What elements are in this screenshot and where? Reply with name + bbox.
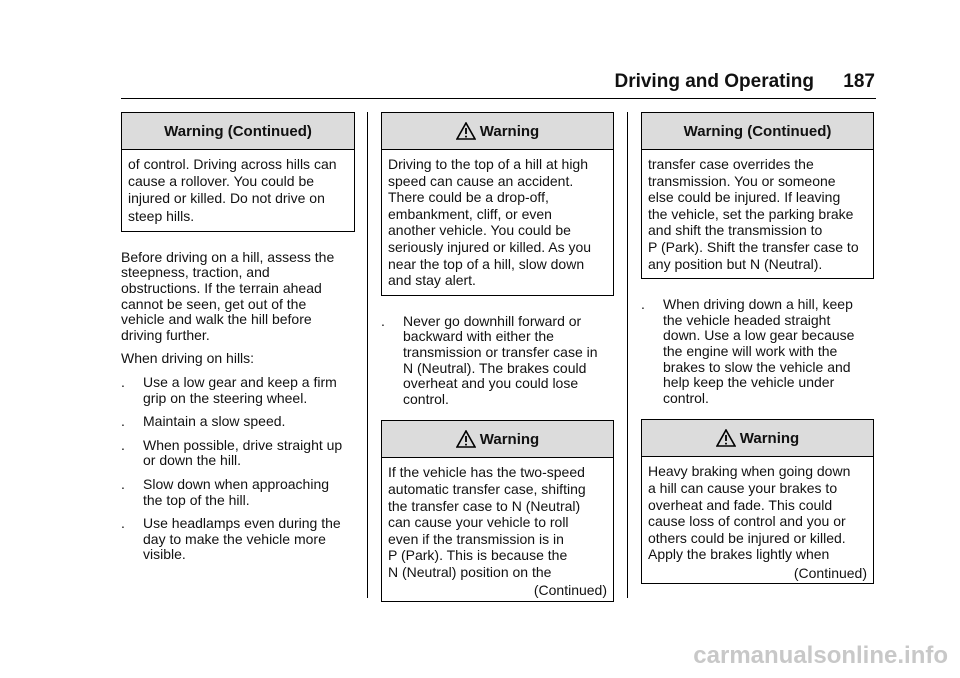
text-line: down. Use a low gear because [663, 327, 855, 344]
text-line: even if the transmission is in [388, 530, 564, 547]
text-line: brakes to slow the vehicle and [663, 358, 851, 375]
text-line: and shift the transmission to [648, 222, 823, 239]
list-item [121, 438, 355, 469]
paragraph-when-driving: When driving on hills: [121, 350, 255, 367]
text-line: of control. Driving across hills can [128, 156, 337, 172]
warning-triangle-icon [716, 429, 736, 447]
warning-box [381, 420, 614, 602]
warning-box-header [382, 421, 613, 458]
paragraph-hill-assessment [121, 250, 355, 344]
text-line: backward with either the [403, 328, 554, 345]
text-line: embankment, cliff, or even [388, 205, 552, 222]
text-line: Use headlamps even during the [143, 515, 341, 532]
text-line: Use a low gear and keep a firm [143, 373, 337, 390]
text-line: Heavy braking when going down [648, 463, 851, 480]
text-line: a hill can cause your brakes to [648, 479, 838, 496]
text-line: control. [663, 389, 709, 406]
text-line: and stay alert. [388, 272, 476, 289]
column-1 [121, 112, 355, 563]
text-line: the transfer case to N (Neutral) [388, 497, 581, 514]
text-line: visible. [143, 546, 186, 563]
bullet-glyph: . [121, 436, 125, 453]
text-line: cause loss of control and you or [648, 513, 846, 530]
continued-label: (Continued) [793, 564, 867, 581]
bullet-glyph: . [381, 312, 385, 329]
text-line: can cause your vehicle to roll [388, 514, 569, 531]
text-line: others could be injured or killed. [648, 529, 846, 546]
bullet-glyph: . [121, 373, 125, 390]
text-line: Before driving on a hill, assess the [121, 248, 335, 265]
text-line: steepness, traction, and [121, 264, 270, 281]
warning-box-body [382, 458, 613, 601]
text-line: Maintain a slow speed. [143, 413, 286, 430]
text-line: seriously injured or killed. As you [388, 238, 592, 255]
text-line: any position but N (Neutral). [648, 255, 823, 272]
text-line: P (Park). Shift the transfer case to [648, 238, 859, 255]
warning-box-header: Warning (Continued) [122, 113, 354, 150]
list-item [121, 414, 355, 430]
text-line: injured or killed. Do not drive on [128, 190, 325, 207]
text-line: Driving to the top of a hill at high [388, 156, 589, 172]
text-line: transmission or transfer case in [403, 343, 598, 360]
text-line: the vehicle headed straight [663, 311, 831, 328]
warning-box-body [122, 150, 354, 231]
warning-box [381, 112, 614, 296]
watermark: carmanualsonline.info [693, 642, 948, 669]
warning-box-body [642, 457, 873, 583]
text-line: driving further. [121, 326, 210, 343]
column-3 [641, 112, 874, 584]
text-line: vehicle and walk the hill before [121, 311, 312, 328]
text-line: the top of the hill. [143, 491, 250, 508]
text-line: control. [403, 390, 449, 407]
warning-title: Warning [479, 430, 540, 448]
text-line: cannot be seen, get out of the [121, 295, 307, 312]
text-line: grip on the steering wheel. [143, 389, 308, 406]
text-line: P (Park). This is because the [388, 547, 568, 564]
text-line: If the vehicle has the two-speed [388, 464, 585, 481]
warning-box-continued [641, 112, 874, 279]
column-2 [381, 112, 614, 602]
text-line: steep hills. [128, 207, 195, 224]
text-line: When driving down a hill, keep [663, 296, 853, 313]
warning-box-header: Warning (Continued) [642, 113, 873, 150]
warning-title: Warning [739, 429, 800, 447]
text-line: day to make the vehicle more [143, 530, 326, 547]
warning-box-body [382, 150, 613, 295]
bullet-glyph: . [121, 515, 125, 532]
page-header-title: Driving and Operating [614, 71, 814, 92]
text-line: help keep the vehicle under [663, 374, 835, 391]
text-line: overheat and you could lose [403, 375, 579, 392]
text-line: There could be a drop-off, [388, 189, 549, 206]
text-line: N (Neutral). The brakes could [403, 359, 587, 376]
warning-box-continued [121, 112, 355, 232]
text-line: N (Neutral) position on the [388, 563, 552, 580]
text-line: transfer case overrides the [648, 156, 814, 172]
warning-box-body [642, 150, 873, 278]
text-line: else could be injured. If leaving [648, 189, 841, 206]
text-line: Never go downhill forward or [403, 312, 582, 329]
text-line: cause a rollover. You could be [128, 173, 315, 190]
warning-triangle-icon [456, 122, 476, 140]
list-item [381, 314, 614, 408]
bullet-glyph: . [121, 475, 125, 492]
text-line: obstructions. If the terrain ahead [121, 280, 322, 296]
text-line: or down the hill. [143, 452, 242, 469]
column-divider-right [627, 112, 628, 598]
warning-triangle-icon [456, 430, 476, 448]
column-divider-left [367, 112, 368, 598]
text-line: another vehicle. You could be [388, 222, 571, 239]
text-line: transmission. You or someone [648, 172, 836, 189]
text-line: the vehicle, set the parking brake [648, 205, 854, 222]
warning-box-header [382, 113, 613, 150]
text-line: When possible, drive straight up [143, 436, 343, 453]
text-line: near the top of a hill, slow down [388, 255, 585, 272]
header-rule [121, 98, 876, 99]
page-number: 187 [843, 71, 875, 92]
text-line: speed can cause an accident. [388, 172, 574, 189]
list-item [121, 477, 355, 508]
text-line: Slow down when approaching [143, 475, 330, 492]
continued-label: (Continued) [533, 582, 607, 599]
bullet-glyph: . [641, 296, 645, 313]
warning-title: Warning [479, 122, 540, 140]
text-line: Apply the brakes lightly when [648, 546, 830, 563]
text-line: the engine will work with the [663, 342, 838, 359]
text-line: overheat and fade. This could [648, 496, 833, 513]
bullet-glyph: . [121, 413, 125, 430]
text-line: automatic transfer case, shifting [388, 480, 586, 497]
warning-box [641, 419, 874, 584]
list-item [121, 516, 355, 563]
list-item [641, 297, 874, 406]
list-item [121, 375, 355, 406]
warning-box-header [642, 420, 873, 457]
